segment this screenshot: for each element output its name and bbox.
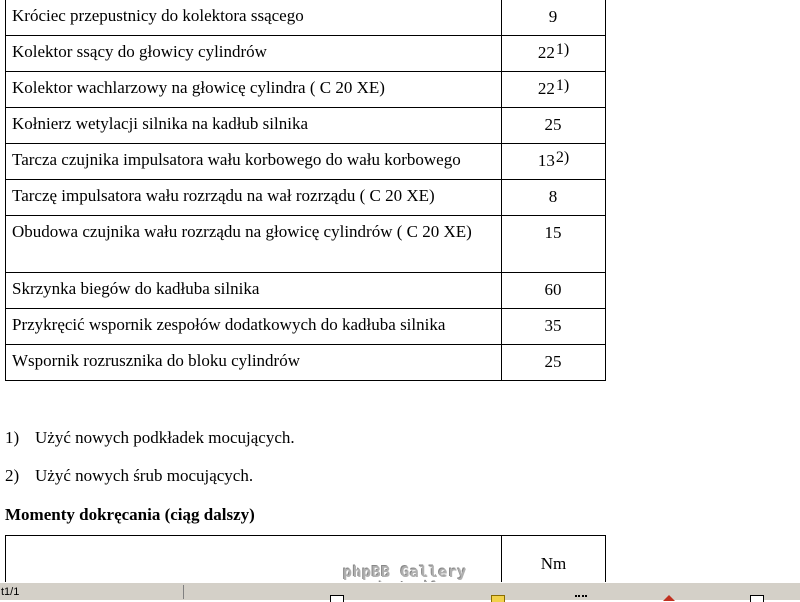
row-description: Kolektor wachlarzowy na głowicę cylindra ( C 20 XE) bbox=[6, 72, 502, 108]
row-value: 8 bbox=[548, 187, 558, 206]
torque-table-continued bbox=[5, 535, 606, 582]
table-row bbox=[6, 180, 606, 216]
row-description: Obudowa czujnika wału rozrządu na głowicę cylindrów ( C 20 XE) bbox=[6, 216, 502, 273]
row-description: Wspornik rozrusznika do bloku cylindrów bbox=[6, 345, 502, 381]
row-description: Kolektor ssący do głowicy cylindrów bbox=[6, 36, 502, 72]
row-description: Skrzynka biegów do kadłuba silnika bbox=[6, 273, 502, 309]
row-value: 13 bbox=[537, 151, 555, 170]
status-bar bbox=[0, 582, 800, 600]
row-footnote-ref: 1) bbox=[555, 77, 570, 94]
row-description: Przykręcić wspornik zespołów dodatkowych do kadłuba silnika bbox=[6, 309, 502, 345]
page-indicator: t1/1 bbox=[0, 585, 184, 599]
footnote-number: 1) bbox=[5, 428, 20, 447]
folder-icon[interactable] bbox=[491, 595, 505, 602]
footnote-number: 2) bbox=[5, 466, 20, 485]
watermark-line-1: phpBB Gallery bbox=[343, 563, 467, 581]
table-row bbox=[6, 345, 606, 381]
row-value-cell bbox=[502, 273, 606, 309]
table-header-row bbox=[6, 536, 606, 583]
row-value-cell bbox=[502, 309, 606, 345]
window-icon[interactable] bbox=[750, 595, 764, 602]
table-row bbox=[6, 144, 606, 180]
table-row bbox=[6, 273, 606, 309]
row-value: 22 bbox=[537, 79, 555, 98]
table-row bbox=[6, 108, 606, 144]
section-heading: Momenty dokręcania (ciąg dalszy) bbox=[5, 505, 255, 524]
table-row bbox=[6, 36, 606, 72]
row-value-cell bbox=[502, 216, 606, 273]
row-value-cell bbox=[502, 108, 606, 144]
row-value-cell bbox=[502, 144, 606, 180]
document-icon[interactable] bbox=[330, 595, 344, 602]
row-description: Tarcza czujnika impulsatora wału korbowego do wału korbowego bbox=[6, 144, 502, 180]
row-footnote-ref: 2) bbox=[555, 149, 570, 166]
row-value-cell bbox=[502, 36, 606, 72]
footnote-text: Użyć nowych podkładek mocujących. bbox=[35, 428, 295, 447]
row-description: Króciec przepustnicy do kolektora ssącego bbox=[6, 0, 502, 36]
table-row bbox=[6, 0, 606, 36]
row-value: 35 bbox=[544, 316, 562, 335]
row-value: 22 bbox=[537, 43, 555, 62]
dotted-line-icon[interactable] bbox=[575, 595, 587, 601]
row-description: Tarczę impulsatora wału rozrządu na wał rozrządu ( C 20 XE) bbox=[6, 180, 502, 216]
footnote-1 bbox=[5, 428, 295, 448]
row-value-cell bbox=[502, 72, 606, 108]
header-unit: Nm bbox=[502, 536, 606, 583]
row-description: Kołnierz wetylacji silnika na kadłub silnika bbox=[6, 108, 502, 144]
table-row bbox=[6, 309, 606, 345]
row-value: 25 bbox=[544, 115, 562, 134]
row-value: 15 bbox=[544, 223, 562, 242]
row-footnote-ref: 1) bbox=[555, 41, 570, 58]
torque-table bbox=[5, 0, 606, 381]
row-value-cell bbox=[502, 0, 606, 36]
row-value: 9 bbox=[548, 7, 558, 26]
footnote-text: Użyć nowych śrub mocujących. bbox=[35, 466, 254, 485]
row-value-cell bbox=[502, 345, 606, 381]
table-row bbox=[6, 72, 606, 108]
table-row bbox=[6, 216, 606, 273]
arrow-icon[interactable] bbox=[663, 595, 675, 601]
row-value: 60 bbox=[544, 280, 562, 299]
row-value-cell bbox=[502, 180, 606, 216]
footnote-2 bbox=[5, 466, 253, 486]
row-value: 25 bbox=[544, 352, 562, 371]
